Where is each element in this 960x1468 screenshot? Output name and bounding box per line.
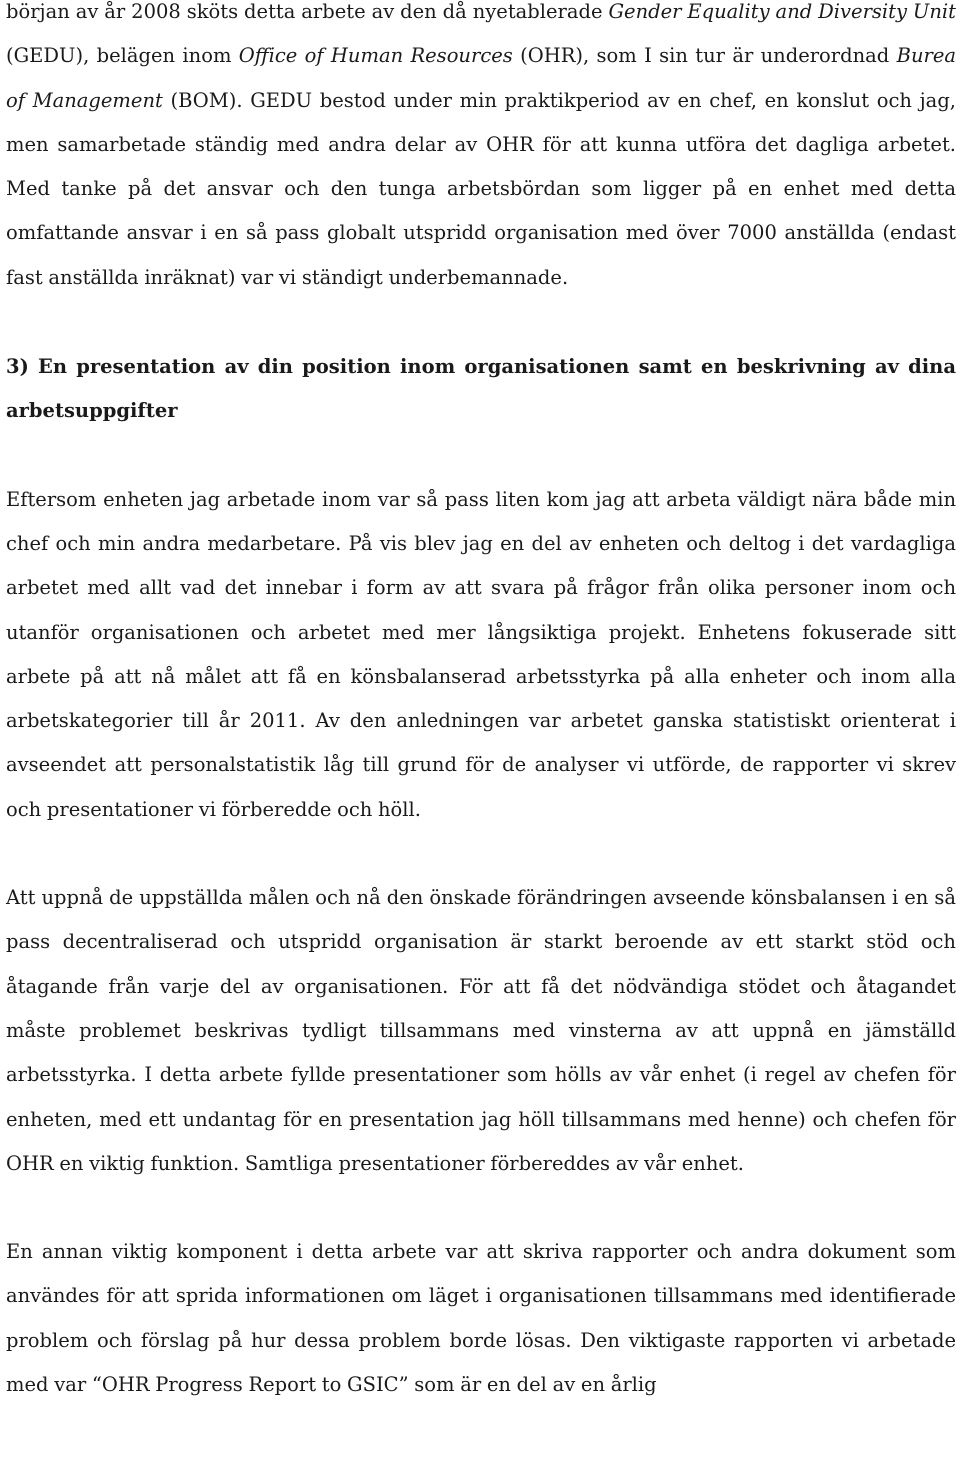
text-run: (OHR), som I sin tur är underordnad (512, 44, 897, 68)
text-run: början av år 2008 sköts detta arbete av den då nyetablerade (6, 0, 609, 23)
italic-unit-name: Gender Equality and Diversity Unit (608, 0, 957, 23)
paragraph-position: Eftersom enheten jag arbetade inom var så pass liten kom jag att arbeta väldigt nära både min chef och min andra medarbetare. På vis blev jag en del av enheten och deltog i det vardagliga arbetet med allt vad det innebar i form av att svara på frågor från olika personer inom och utanför organisationen och arbetet med mer långsiktiga projekt. Enhetens fokuserade sitt arbete på att nå målet att få en könsbalanserad arbetsstyrka på alla enheter och inom alla arbetskategorier till år 2011. Av den anledningen var arbetet ganska statistiskt orienterat i avseendet att personalstatistik låg till grund för de analyser vi utförde, de rapporter vi skrev och presentationer vi förberedde och höll. (6, 487, 956, 821)
paragraph-intro (6, 0, 956, 300)
document-page (6, 0, 956, 1407)
italic-bureau-name: Burea of Management (6, 44, 956, 112)
text-run: (GEDU), belägen inom (6, 44, 239, 68)
text-run: (BOM). GEDU bestod under min praktikperiod av en chef, en konslut och jag, men samarbetade ständig med andra delar av OHR för att kunna utföra det dagliga arbetet. Med tanke på det ansvar och den tunga arbetsbördan som ligger på en enhet med detta omfattande ansvar i en så pass globalt utspridd organisation med över 7000 anställda (endast fast anställda inräknat) var vi ständigt underbemannade. (6, 88, 956, 289)
italic-office-name: Office of Human Resources (238, 44, 513, 68)
paragraph-reports: En annan viktig komponent i detta arbete var att skriva rapporter och andra dokument som användes för att sprida informationen om läget i organisationen tillsammans med identifierade problem och förslag på hur dessa problem borde lösas. Den viktigaste rapporten vi arbetade med var “OHR Progress Report to GSIC” som är en del av en årlig (6, 1240, 956, 1397)
section-heading: 3) En presentation av din position inom organisationen samt en beskrivning av dina arbetsuppgifter (6, 355, 956, 423)
paragraph-goals: Att uppnå de uppställda målen och nå den önskade förändringen avseende könsbalansen i en så pass decentraliserad och utspridd organisation är starkt beroende av ett starkt stöd och åtagande från varje del av organisationen. För att få det nödvändiga stödet och åtagandet måste problemet beskrivas tydligt tillsammans med vinsterna av att uppnå en jämställd arbetsstyrka. I detta arbete fyllde presentationer som hölls av vår enhet (i regel av chefen för enheten, med ett undantag för en presentation jag höll tillsammans med henne) och chefen för OHR en viktig funktion. Samtliga presentationer förbereddes av vår enhet. (6, 886, 956, 1175)
